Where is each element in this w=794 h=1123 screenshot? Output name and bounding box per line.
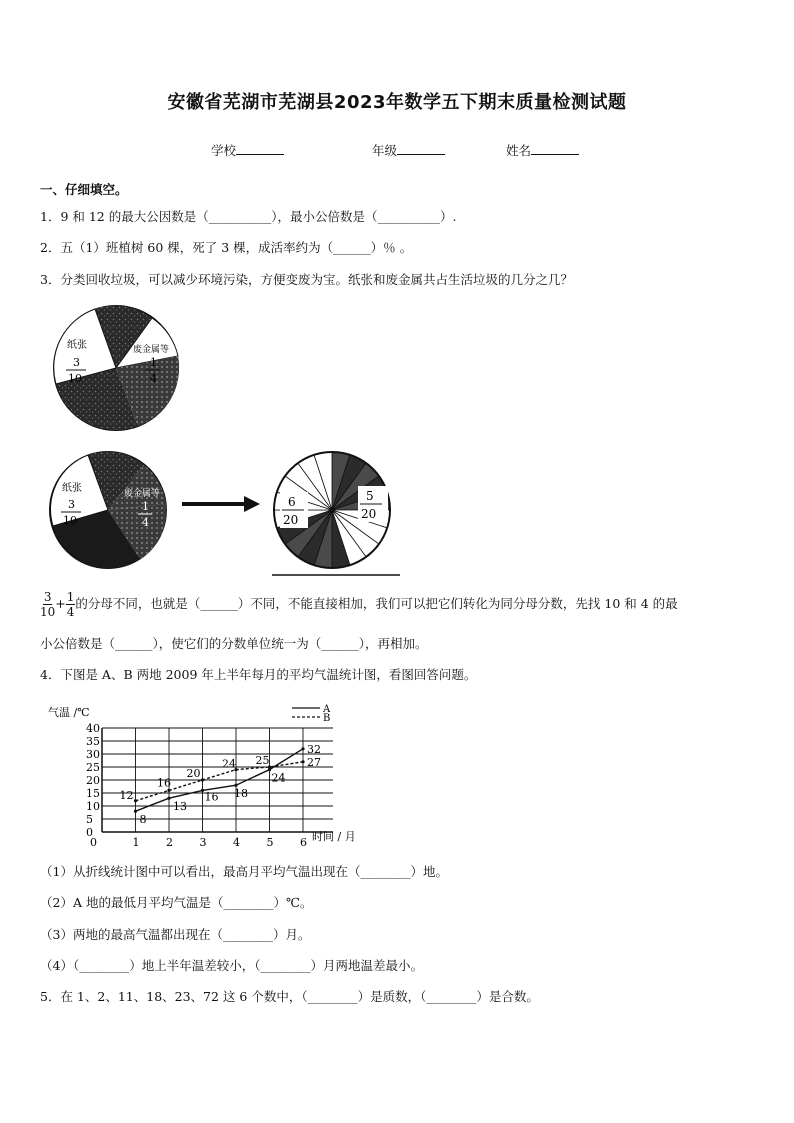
x-tick-label: 0 xyxy=(90,836,97,849)
data-point-A xyxy=(167,797,170,800)
pie2-label-paper: 纸张 xyxy=(62,483,82,494)
y-tick-label: 0 xyxy=(86,826,93,839)
pie2-metal-num: 1 xyxy=(142,500,149,513)
pie-chart-left xyxy=(40,446,180,572)
question-3: 3．分类回收垃圾，可以减少环境污染，方便变废为宝。纸张和废金属共占生活垃圾的几分之几？ xyxy=(40,272,573,287)
data-label-A: 18 xyxy=(234,787,248,801)
pie-label-metal: 废金属等 xyxy=(133,345,170,355)
grade-label: 年级 xyxy=(372,143,398,158)
data-point-B xyxy=(301,760,304,763)
pie3-left-num: 6 xyxy=(288,495,296,509)
x-tick-label: 4 xyxy=(233,836,240,849)
question-4-part-3: （3）两地的最高气温都出现在（________）月。 xyxy=(40,927,311,942)
data-point-B xyxy=(134,799,137,802)
pie-metal-den: 4 xyxy=(150,372,157,385)
section-heading: 一、仔细填空。 xyxy=(40,182,128,197)
pie3-left-den: 20 xyxy=(283,513,299,527)
data-label-A: 8 xyxy=(139,813,147,827)
legend-label: B xyxy=(323,713,331,724)
pie-chart-top xyxy=(40,300,200,436)
pie2-paper-den: 10 xyxy=(63,514,77,527)
x-tick-label: 1 xyxy=(132,836,140,849)
y-tick-label: 15 xyxy=(86,787,100,800)
grade-field xyxy=(372,141,445,159)
school-field xyxy=(211,141,284,159)
y-tick-label: 35 xyxy=(86,735,100,748)
y-tick-label: 5 xyxy=(86,813,93,826)
x-tick-label: 6 xyxy=(300,836,307,849)
data-label-A: 32 xyxy=(307,742,321,756)
question-3-text-line1: 的分母不同，也就是（______）不同，不能直接相加，我们可以把它们转化为同分母分数，先找 10 和 4 的最 xyxy=(75,596,678,611)
name-label: 姓名 xyxy=(506,143,532,158)
data-point-B xyxy=(201,778,204,781)
question-5: 5．在 1、2、11、18、23、72 这 6 个数中，（________）是质数，（________）是合数。 xyxy=(40,989,539,1004)
data-label-B: 25 xyxy=(255,754,270,767)
pie-chart-twentieths xyxy=(264,446,404,580)
data-label-A: 13 xyxy=(173,800,187,814)
page-title: 安徽省芜湖市芜湖县2023年数学五下期末质量检测试题 xyxy=(167,92,627,113)
data-label-B: 16 xyxy=(157,776,171,790)
temperature-line-chart xyxy=(44,700,364,850)
y-tick-label: 30 xyxy=(86,748,100,761)
question-4: 4．下图是 A、B 两地 2009 年上半年每月的平均气温统计图，看图回答问题。 xyxy=(40,667,477,682)
data-label-A: 24 xyxy=(271,771,286,785)
y-tick-label: 10 xyxy=(86,800,100,813)
x-tick-label: 5 xyxy=(266,836,274,849)
pie-paper-den: 10 xyxy=(68,372,82,385)
question-4-part-4: （4）（________）地上半年温差较小，（________）月两地温差最小。 xyxy=(40,958,423,973)
data-label-B: 12 xyxy=(119,788,134,802)
name-field xyxy=(506,141,579,159)
chart-y-axis-label: 气温 /℃ xyxy=(48,706,90,719)
fraction-1-4: $\frac{1}{4}$ xyxy=(66,590,75,619)
pie3-right-num: 5 xyxy=(366,489,374,503)
data-label-B: 20 xyxy=(186,767,201,780)
chart-grid xyxy=(86,722,333,849)
pie-paper-num: 3 xyxy=(73,356,80,369)
data-point-A xyxy=(301,747,304,750)
pie2-metal-den: 4 xyxy=(142,516,149,529)
grade-blank xyxy=(397,142,445,155)
y-tick-label: 40 xyxy=(86,722,100,735)
data-label-A: 16 xyxy=(204,790,219,804)
data-label-B: 24 xyxy=(222,757,236,771)
question-4-part-2: （2）A 地的最低月平均气温是（________）℃。 xyxy=(40,895,313,910)
data-point-A xyxy=(134,810,137,813)
y-tick-label: 20 xyxy=(86,774,100,787)
pie-metal-num: 1 xyxy=(150,356,157,369)
pie-label-paper: 纸张 xyxy=(67,340,87,351)
pie2-label-metal: 废金属等 xyxy=(124,489,161,499)
chart-series xyxy=(120,743,322,826)
x-tick-label: 2 xyxy=(166,836,173,849)
question-2: 2．五（1）班植树 60 棵，死了 3 棵，成活率约为（______）％ 。 xyxy=(40,240,413,255)
y-tick-label: 25 xyxy=(86,761,100,774)
school-blank xyxy=(236,142,284,155)
legend-label: A xyxy=(323,704,331,715)
question-1: 1．9 和 12 的最大公因数是（__________），最小公倍数是（__________）. xyxy=(40,209,457,224)
name-blank xyxy=(531,142,579,155)
plus-sign: + xyxy=(55,596,66,611)
pie3-right-den: 20 xyxy=(361,507,377,521)
arrow-right-icon xyxy=(180,494,262,514)
x-tick-label: 3 xyxy=(199,836,207,849)
data-label-B: 27 xyxy=(307,755,321,769)
fraction-3-10: $\frac{3}{10}$ xyxy=(40,590,56,619)
question-3-text-line2: 小公倍数是（______），使它们的分数单位统一为（______），再相加。 xyxy=(40,636,428,651)
pie2-paper-num: 3 xyxy=(68,498,75,511)
chart-x-axis-label: 时间 / 月 xyxy=(312,830,356,843)
chart-legend xyxy=(292,704,331,724)
school-label: 学校 xyxy=(211,143,237,158)
question-3-fraction-line xyxy=(40,590,678,619)
question-4-part-1: （1）从折线统计图中可以看出，最高月平均气温出现在（________）地。 xyxy=(40,864,448,879)
